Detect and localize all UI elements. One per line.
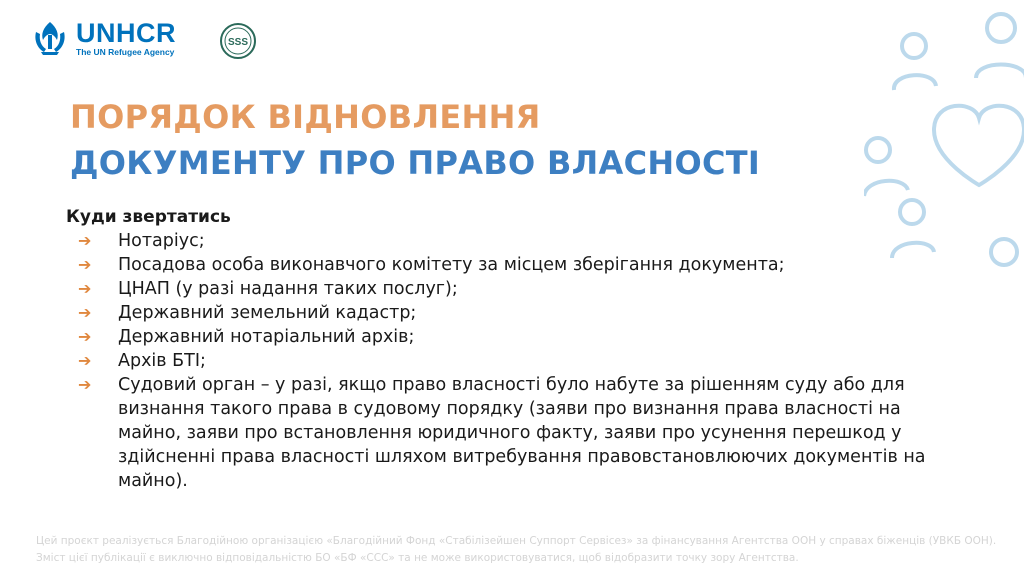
list-item — [66, 325, 966, 349]
arrow-right-icon: ➔ — [78, 351, 92, 370]
institutions-list — [66, 229, 966, 493]
sss-logo-text: SSS — [227, 37, 249, 48]
sss-logo — [219, 22, 257, 60]
page-title — [70, 94, 760, 186]
list-item — [66, 277, 966, 301]
arrow-right-icon: ➔ — [78, 327, 92, 346]
arrow-right-icon: ➔ — [78, 375, 92, 394]
list-item-text: Архів БТІ; — [118, 351, 206, 371]
footer-disclaimer: Цей проєкт реалізується Благодійною організацією «Благодійний Фонд «Стабілізейшен Суппорт Сервісез» за фінансування Агентства ООН у справах біженців (УВКБ ООН). Зміст цієї публікації є виключно відповідальністю БО «БФ «ССС» та не може використовуватися, щоб відобразити точку зору Агентства. — [36, 535, 997, 564]
list-item — [66, 301, 966, 325]
title-line-1: ПОРЯДОК ВІДНОВЛЕННЯ — [70, 98, 541, 136]
arrow-right-icon: ➔ — [78, 255, 92, 274]
list-item — [66, 253, 966, 277]
list-item-text: Посадова особа виконавчого комітету за місцем зберігання документа; — [118, 255, 785, 275]
unhcr-wordmark: UNHCR — [76, 17, 176, 48]
list-item-text: Судовий орган – у разі, якщо право власності було набуте за рішенням суду або для визнання такого права в судовому порядку (заяви про визнання права власності на майно, заяви про встановлення юридичного факту, заяви про усунення перешкод у здійсненні права власності шляхом витребування правовстановлюючих документів на майно). — [118, 375, 926, 491]
list-item — [66, 229, 966, 253]
title-line-2: ДОКУМЕНТУ ПРО ПРАВО ВЛАСНОСТІ — [70, 144, 761, 182]
list-item-text: ЦНАП (у разі надання таких послуг); — [118, 279, 458, 299]
list-item-text: Нотаріус; — [118, 231, 205, 251]
arrow-right-icon: ➔ — [78, 303, 92, 322]
list-item-text: Державний земельний кадастр; — [118, 303, 417, 323]
unhcr-emblem-icon — [30, 18, 70, 58]
section-heading: Куди звертатись — [66, 207, 231, 227]
unhcr-subtitle: The UN Refugee Agency — [76, 46, 175, 57]
arrow-right-icon: ➔ — [78, 279, 92, 298]
list-item-text: Державний нотаріальний архів; — [118, 327, 415, 347]
arrow-right-icon: ➔ — [78, 231, 92, 250]
unhcr-logo — [30, 18, 176, 58]
list-item — [66, 373, 966, 493]
list-item — [66, 349, 966, 373]
content-section — [66, 207, 966, 493]
